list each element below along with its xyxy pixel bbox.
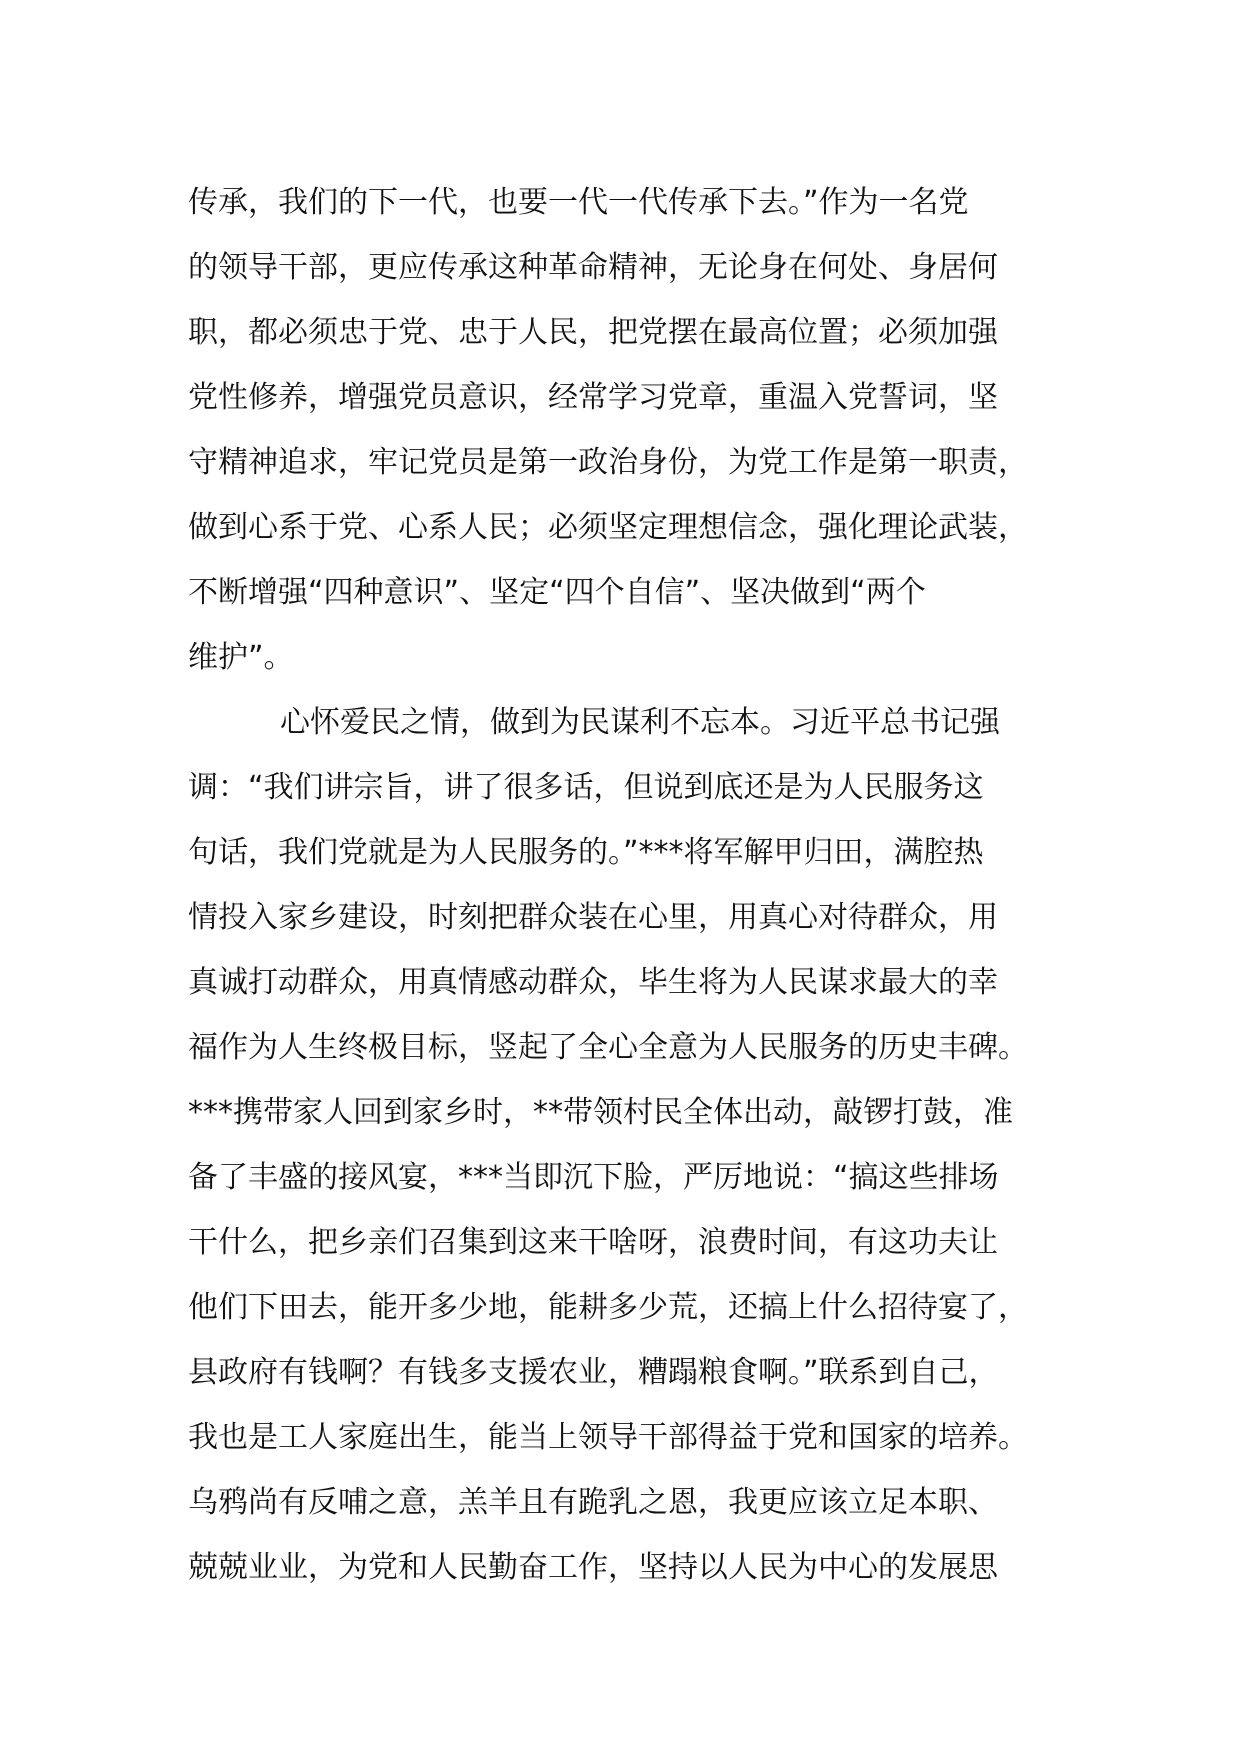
text-line: 备了丰盛的接风宴，***当即沉下脸，严厉地说：“搞这些排场 xyxy=(188,1160,999,1195)
text-line: 维护”。 xyxy=(188,640,294,675)
text-line: 职，都必须忠于党、忠于人民，把党摆在最高位置；必须加强 xyxy=(188,315,998,350)
text-line: 做到心系于党、心系人民；必须坚定理想信念，强化理论武装， xyxy=(188,510,1028,545)
text-line: 调：“我们讲宗旨，讲了很多话，但说到底还是为人民服务这 xyxy=(188,770,984,805)
text-line: 兢兢业业，为党和人民勤奋工作，坚持以人民为中心的发展思 xyxy=(188,1550,998,1585)
text-line: 党性修养，增强党员意识，经常学习党章，重温入党誓词，坚 xyxy=(188,380,998,415)
text-line: 乌鸦尚有反哺之意，羔羊且有跪乳之恩，我更应该立足本职、 xyxy=(188,1485,998,1520)
text-line: 县政府有钱啊？有钱多支援农业，糟蹋粮食啊。”联系到自己， xyxy=(188,1355,999,1390)
text-line: 干什么，把乡亲们召集到这来干啥呀，浪费时间，有这功夫让 xyxy=(188,1225,998,1260)
text-line: 真诚打动群众，用真情感动群众，毕生将为人民谋求最大的幸 xyxy=(188,965,998,1000)
text-line: 他们下田去，能开多少地，能耕多少荒，还搞上什么招待宴了， xyxy=(188,1290,1028,1325)
text-line: 不断增强“四种意识”、坚定“四个自信”、坚决做到“两个 xyxy=(188,575,926,610)
text-line: ***携带家人回到家乡时，**带领村民全体出动，敲锣打鼓，准 xyxy=(188,1095,1013,1130)
body-text xyxy=(188,170,1088,1600)
text-line: 情投入家乡建设，时刻把群众装在心里，用真心对待群众，用 xyxy=(188,900,998,935)
text-line: 我也是工人家庭出生，能当上领导干部得益于党和国家的培养。 xyxy=(188,1420,1028,1455)
paragraph-first-line: 心怀爱民之情，做到为民谋利不忘本。习近平总书记强 xyxy=(280,705,1000,740)
text-line: 句话，我们党就是为人民服务的。”***将军解甲归田，满腔热 xyxy=(188,835,984,870)
text-line: 传承，我们的下一代，也要一代一代传承下去。”作为一名党 xyxy=(188,185,969,220)
text-line: 的领导干部，更应传承这种革命精神，无论身在何处、身居何 xyxy=(188,250,998,285)
text-line: 守精神追求，牢记党员是第一政治身份，为党工作是第一职责， xyxy=(188,445,1028,480)
text-line: 福作为人生终极目标，竖起了全心全意为人民服务的历史丰碑。 xyxy=(188,1030,1028,1065)
